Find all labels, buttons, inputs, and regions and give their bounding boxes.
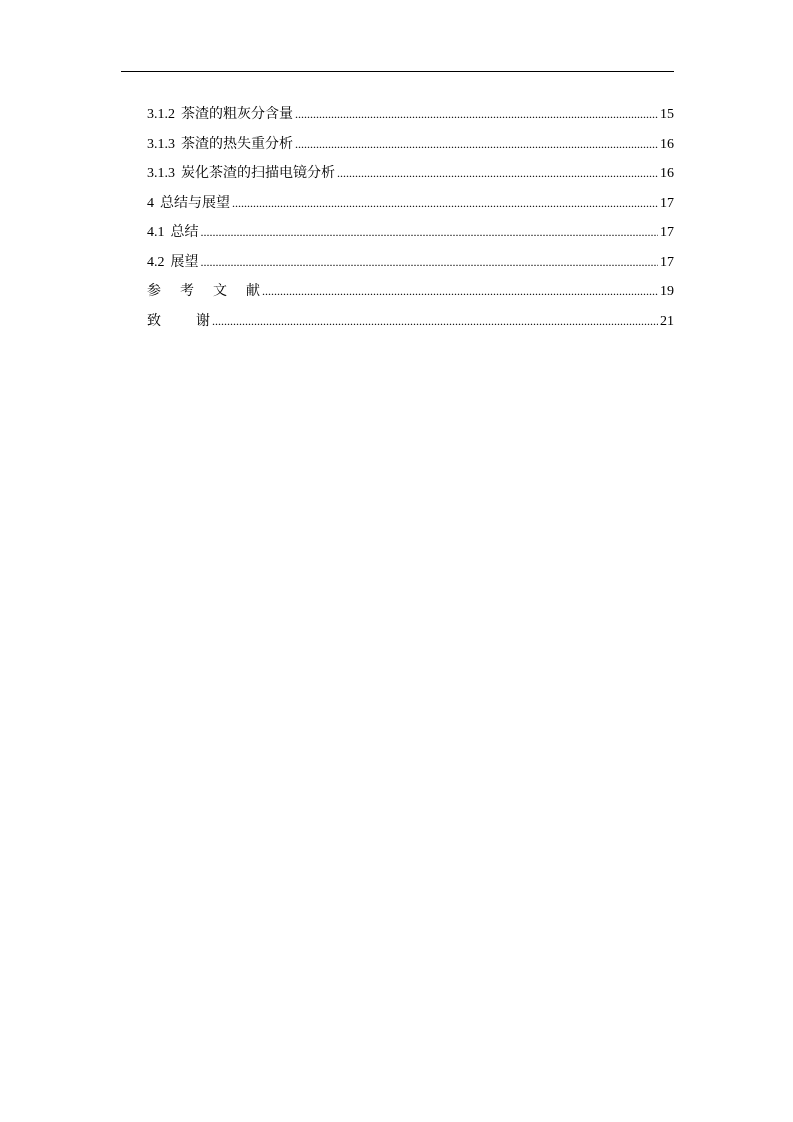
toc-title-char: 考 (180, 283, 194, 299)
toc-page-number: 16 (660, 166, 674, 181)
toc-entry-references[interactable] (147, 277, 674, 307)
toc-title-char: 献 (246, 283, 260, 299)
toc-title-char: 谢 (196, 312, 210, 329)
toc-page-number: 17 (660, 195, 674, 211)
toc-page-number: 17 (660, 225, 674, 240)
toc-entry-number: 4 (147, 195, 154, 211)
toc-dot-leader (262, 277, 658, 307)
toc-entry-title (147, 248, 199, 278)
toc-entry[interactable] (147, 130, 674, 160)
toc-page-number: 17 (660, 254, 674, 270)
toc-entry-number: 4.2 (147, 254, 165, 270)
toc-entry-title (147, 100, 293, 130)
toc-entry-title (147, 218, 199, 248)
toc-entry-title (147, 277, 260, 307)
toc-entry-text: 总结与展望 (160, 194, 230, 211)
toc-dot-leader (201, 248, 659, 278)
toc-title-char: 致 (147, 312, 161, 329)
toc-page-number: 21 (660, 313, 674, 329)
table-of-contents (147, 100, 674, 336)
toc-entry-title (147, 159, 335, 189)
toc-entry-text: 茶渣的热失重分析 (181, 135, 293, 152)
toc-entry[interactable] (147, 189, 674, 219)
toc-page-number: 16 (660, 136, 674, 152)
toc-entry-text: 茶渣的粗灰分含量 (181, 106, 293, 122)
toc-entry-title (147, 189, 230, 219)
toc-page-number: 19 (660, 284, 674, 299)
toc-entry-number: 4.1 (147, 225, 165, 240)
toc-entry-title (147, 130, 293, 160)
toc-entry[interactable] (147, 218, 674, 248)
toc-entry[interactable] (147, 248, 674, 278)
toc-entry-number: 3.1.3 (147, 166, 175, 181)
toc-dot-leader (337, 159, 658, 189)
toc-entry[interactable] (147, 159, 674, 189)
toc-dot-leader (212, 307, 658, 337)
toc-entry-title (147, 307, 210, 337)
toc-title-char: 文 (213, 283, 227, 299)
toc-entry-number: 3.1.3 (147, 136, 175, 152)
toc-dot-leader (232, 189, 658, 219)
toc-dot-leader (201, 218, 659, 248)
toc-entry-text: 展望 (170, 253, 199, 270)
toc-entry-number: 3.1.2 (147, 107, 175, 122)
toc-entry-text: 总结 (170, 224, 199, 240)
toc-entry-acknowledgements[interactable] (147, 307, 674, 337)
header-rule (121, 71, 674, 72)
toc-entry-text: 炭化茶渣的扫描电镜分析 (181, 165, 335, 181)
toc-page-number: 15 (660, 107, 674, 122)
toc-dot-leader (295, 100, 658, 130)
toc-entry[interactable] (147, 100, 674, 130)
toc-dot-leader (295, 130, 658, 160)
toc-title-char: 参 (147, 283, 161, 299)
